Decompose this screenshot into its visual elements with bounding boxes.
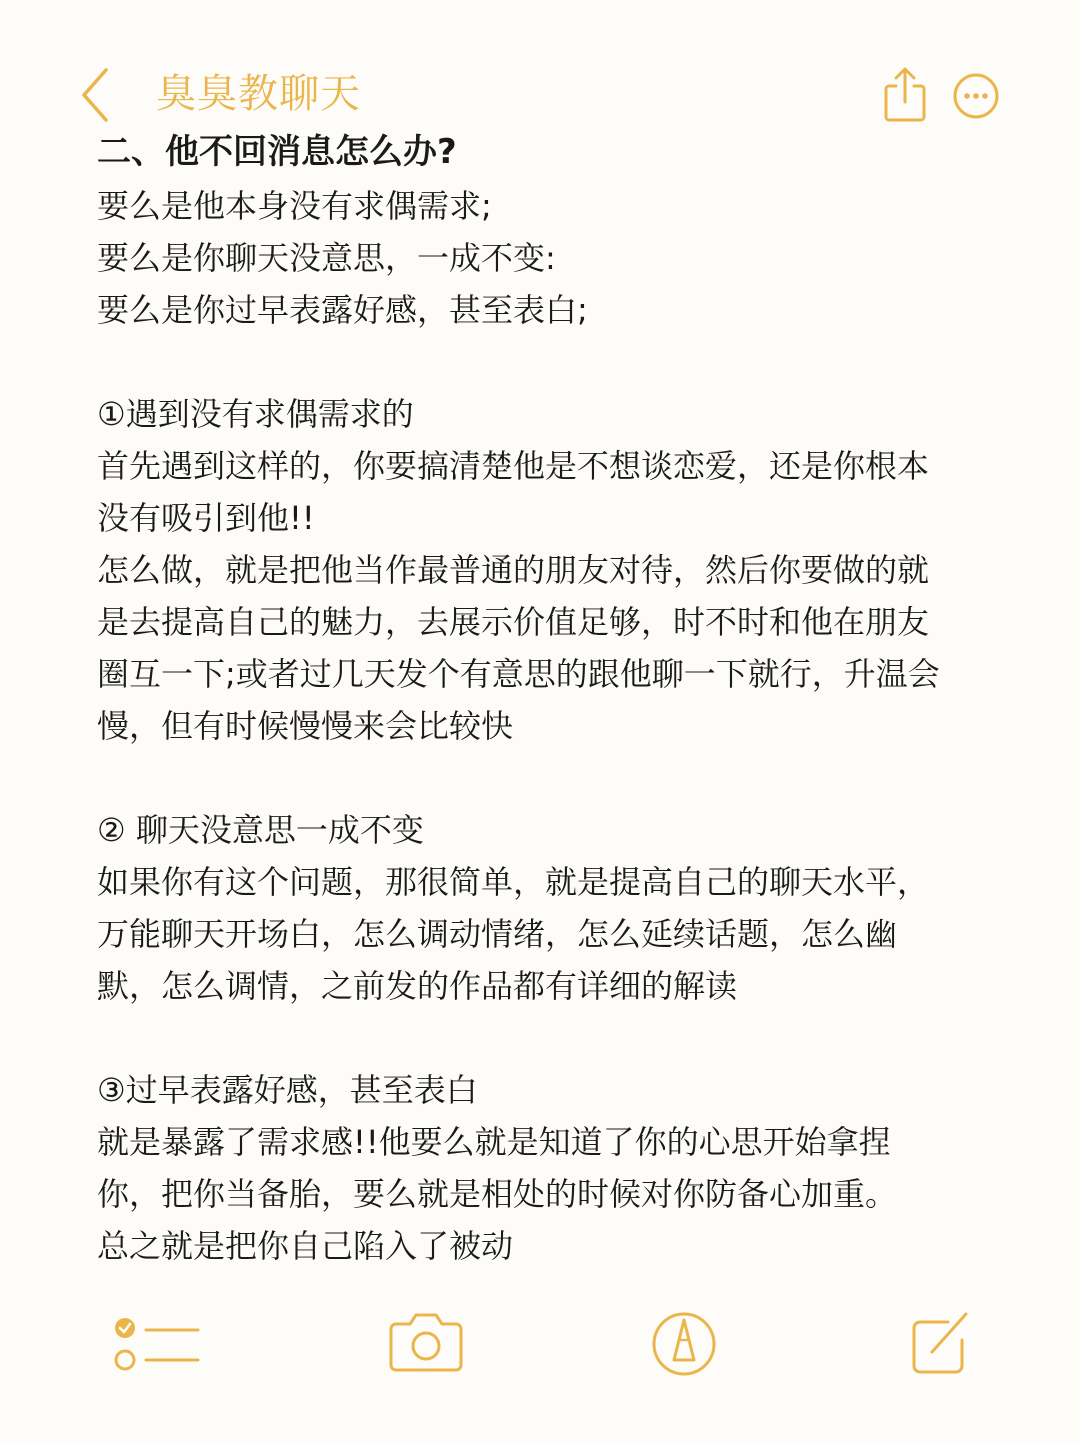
paragraph-line: 首先遇到这样的，你要搞清楚他是不想谈恋爱，还是你根本	[97, 447, 930, 485]
folder-title[interactable]: 臭臭教聊天	[156, 71, 361, 117]
compose-icon	[908, 1310, 972, 1378]
more-button[interactable]	[951, 71, 1001, 121]
section-heading: ①遇到没有求偶需求的	[97, 395, 414, 433]
paragraph-line: 如果你有这个问题，那很简单，就是提高自己的聊天水平，	[97, 863, 930, 901]
paragraph-line: 圈互一下;或者过几天发个有意思的跟他聊一下就行，升温会	[97, 655, 940, 693]
paragraph-line: 总之就是把你自己陷入了被动	[97, 1227, 514, 1265]
pen-markup-icon	[650, 1310, 718, 1378]
share-button[interactable]	[882, 66, 928, 124]
checklist-button[interactable]	[110, 1310, 202, 1384]
paragraph-line: 就是暴露了需求感!!他要么就是知道了你的心思开始拿捏	[97, 1123, 891, 1161]
paragraph-line: 万能聊天开场白，怎么调动情绪，怎么延续话题，怎么幽	[97, 915, 898, 953]
camera-button[interactable]	[388, 1310, 464, 1378]
compose-button[interactable]	[908, 1310, 972, 1382]
blank-line	[97, 336, 1027, 388]
share-icon	[882, 66, 928, 124]
note-body[interactable]	[97, 128, 1027, 1272]
navigation-bar	[0, 0, 1080, 130]
paragraph-line: 你，把你当备胎，要么就是相处的时候对你防备心加重。	[97, 1175, 898, 1213]
paragraph-line: 慢，但有时候慢慢来会比较快	[97, 707, 514, 745]
section-heading: ② 聊天没意思一成不变	[97, 811, 424, 849]
bottom-toolbar	[0, 1300, 1080, 1390]
paragraph-line: 默，怎么调情，之前发的作品都有详细的解读	[97, 967, 738, 1005]
intro-line: 要么是他本身没有求偶需求;	[97, 187, 492, 225]
intro-line: 要么是你过早表露好感，甚至表白;	[97, 291, 588, 329]
paragraph-line: 是去提高自己的魅力，去展示价值足够，时不时和他在朋友	[97, 603, 930, 641]
section-heading: ③过早表露好感，甚至表白	[97, 1071, 478, 1109]
camera-icon	[388, 1310, 464, 1374]
paragraph-line: 怎么做，就是把他当作最普通的朋友对待，然后你要做的就	[97, 551, 930, 589]
back-button[interactable]	[78, 66, 128, 124]
chevron-left-icon	[78, 66, 128, 124]
blank-line	[97, 752, 1027, 804]
blank-line	[97, 1012, 1027, 1064]
more-icon	[951, 71, 1001, 121]
intro-line: 要么是你聊天没意思，一成不变:	[97, 239, 556, 277]
paragraph-line: 没有吸引到他!!	[97, 499, 315, 537]
note-title: 二、他不回消息怎么办?	[97, 132, 457, 172]
markup-button[interactable]	[650, 1310, 718, 1382]
checklist-icon	[110, 1310, 202, 1380]
